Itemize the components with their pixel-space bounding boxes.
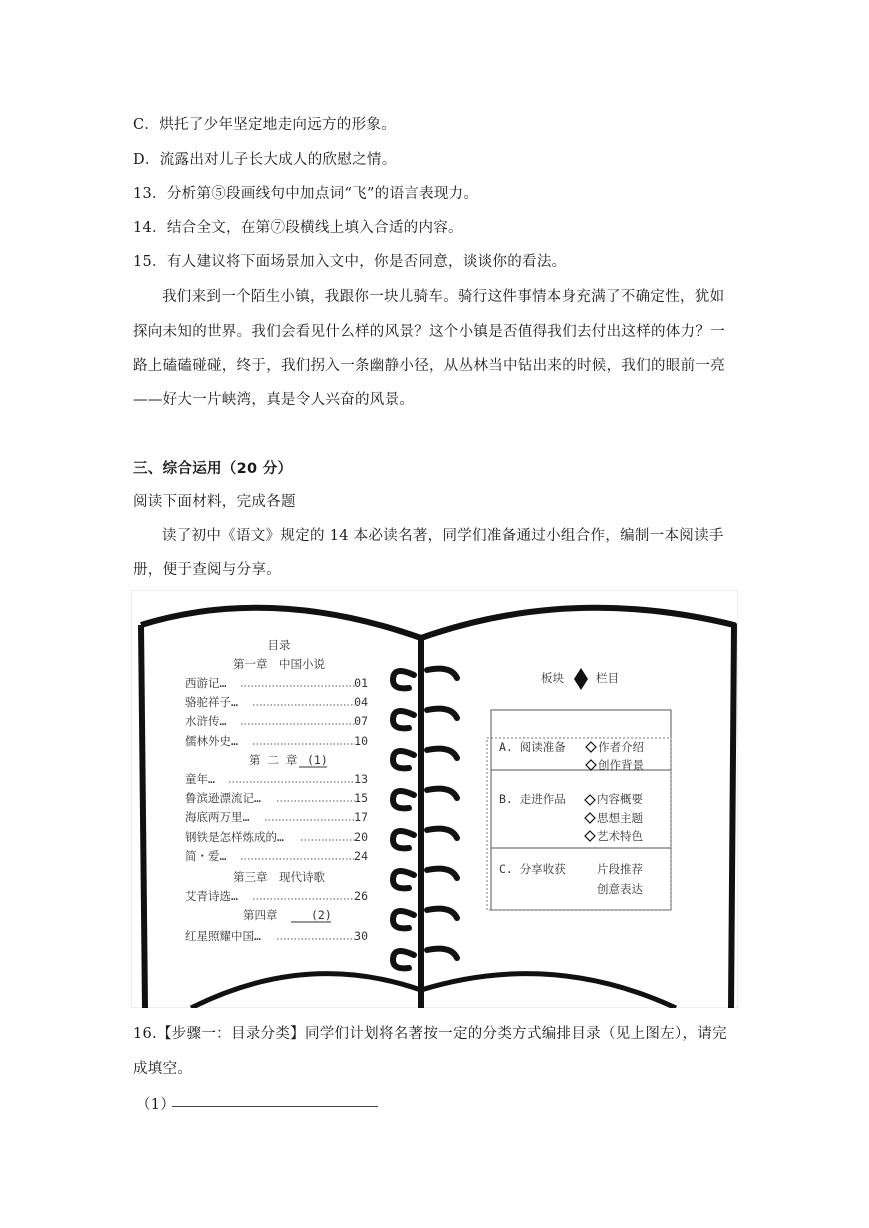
toc-page: 13 [354, 772, 368, 786]
block-label: C. 分享收获 [499, 862, 566, 876]
toc-page: 01 [354, 676, 368, 690]
passage-line: ——好大一片峡湾，真是令人兴奋的风景。 [133, 392, 415, 408]
toc-entry: 简・爱… [185, 849, 227, 863]
toc-chapter-4-blank: (2) [311, 908, 332, 922]
toc-entry: 海底两万里… [185, 810, 250, 824]
option-c: C．烘托了少年坚定地走向远方的形象。 [133, 117, 396, 133]
block-item: 艺术特色 [597, 829, 643, 843]
toc-entry: 童年… [185, 772, 215, 786]
block-item: 创作背景 [598, 758, 644, 772]
toc-entry: 水浒传… [185, 714, 227, 728]
section-heading: 三、综合运用（20 分） [133, 461, 293, 477]
toc-page: 10 [354, 734, 368, 748]
toc-page: 17 [354, 810, 368, 824]
toc-entry: 鲁滨逊漂流记… [185, 791, 261, 805]
block-label: B. 走进作品 [499, 792, 566, 806]
toc-chapter-2-blank: (1) [307, 753, 328, 767]
question-14: 14．结合全文，在第⑦段横线上填入合适的内容。 [133, 220, 463, 236]
toc-page: 26 [354, 889, 368, 903]
toc-entry: 红星照耀中国… [185, 929, 261, 943]
block-item: 内容概要 [597, 792, 643, 806]
block-item: 作者介绍 [598, 740, 644, 754]
block-item: 思想主题 [597, 811, 643, 825]
toc-entry: 骆驼祥子… [185, 695, 238, 709]
toc-chapter-1: 第一章 中国小说 [233, 657, 325, 671]
section-instruction: 阅读下面材料，完成各题 [133, 494, 296, 510]
question-16-line1: 16.【步骤一：目录分类】同学们计划将名著按一定的分类方式编排目录（见上图左），请完 [133, 1026, 727, 1042]
passage-line: 探向未知的世界。我们会看见什么样的风景？这个小镇是否值得我们去付出这样的体力？一 [133, 324, 725, 340]
toc-page: 30 [354, 929, 368, 943]
right-header-right: 栏目 [596, 671, 619, 685]
block-label: A. 阅读准备 [499, 740, 566, 754]
toc-page: 04 [354, 695, 368, 709]
toc-chapter-2: 第 二 章 [249, 753, 298, 767]
intro-line: 读了初中《语文》规定的 14 本必读名著，同学们准备通过小组合作，编制一本阅读手 [162, 528, 724, 544]
passage-line: 我们来到一个陌生小镇，我跟你一块儿骑车。骑行这件事情本身充满了不确定性，犹如 [162, 289, 725, 305]
passage-line: 路上磕磕碰碰，终于，我们拐入一条幽静小径，从丛林当中钻出来的时候，我们的眼前一亮 [133, 358, 725, 374]
reading-handbook-figure [131, 590, 738, 1008]
right-header-left: 板块 [541, 671, 564, 685]
toc-entry: 艾青诗选… [185, 889, 238, 903]
question-15: 15．有人建议将下面场景加入文中，你是否同意，谈谈你的看法。 [133, 254, 567, 270]
intro-line: 册，便于查阅与分享。 [133, 562, 281, 578]
answer-1-blank[interactable] [172, 1106, 378, 1107]
toc-entry: 西游记… [185, 676, 227, 690]
question-13: 13．分析第⑤段画线句中加点词“飞”的语言表现力。 [133, 186, 479, 202]
toc-title: 目录 [267, 638, 291, 652]
toc-page: 15 [354, 791, 368, 805]
option-d: D．流露出对儿子长大成人的欣慰之情。 [133, 152, 397, 168]
answer-1-label: （1） [136, 1097, 176, 1113]
toc-page: 24 [354, 849, 368, 863]
toc-chapter-3: 第三章 现代诗歌 [233, 870, 325, 884]
question-16-line2: 成填空。 [133, 1061, 193, 1077]
toc-chapter-4: 第四章 [243, 908, 278, 922]
block-item: 片段推荐 [597, 862, 643, 876]
block-item: 创意表达 [597, 882, 643, 896]
toc-entry: 儒林外史… [185, 734, 238, 748]
toc-page: 07 [354, 714, 368, 728]
toc-page: 20 [354, 830, 368, 844]
toc-entry: 钢铁是怎样炼成的… [185, 830, 284, 844]
